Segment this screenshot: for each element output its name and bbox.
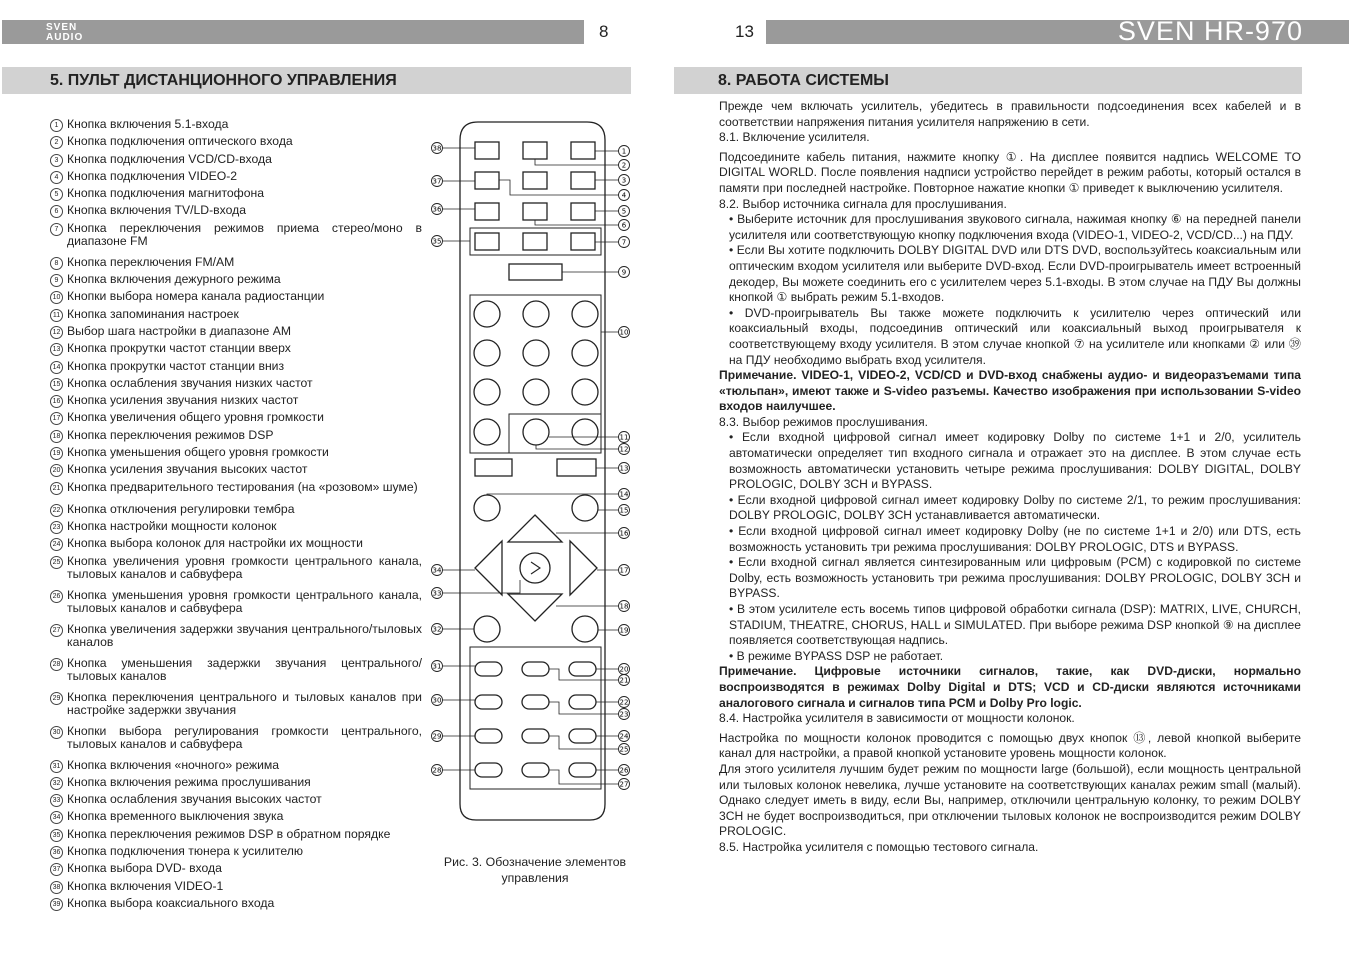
legend-item-text: Кнопка увеличения уровня громкости центрального канала, тыловых каналов и сабвуфера [67,553,422,581]
legend-item-text: Кнопка подключения магнитофона [67,186,264,201]
callout-number: 39 [50,897,67,911]
legend-item-text: Кнопка подключения VIDEO-2 [67,168,238,183]
figure-caption: Рис. 3. Обозначение элементов управления [443,855,627,885]
remote-control-diagram [425,118,640,828]
callout-label: 4 [621,191,627,200]
callout-number: 34 [50,810,67,824]
legend-item-text: Кнопка подключения оптического входа [67,134,293,149]
callout-number: 23 [50,520,67,534]
callout-marker [619,779,630,790]
callout-marker [619,765,630,776]
paragraph: 8.5. Настройка усилителя с помощью тестового сигнала. [719,839,1039,854]
callout-label: 9 [621,268,627,277]
legend-item-text: Кнопка уменьшения уровня громкости центрального канала, тыловых каналов и сабвуфера [67,587,422,615]
callout-marker [432,731,443,742]
paragraph: 8.4. Настройка усилителя в зависимости от мощности колонок. [719,711,1075,726]
callout-label: 37 [432,177,442,186]
callout-number: 10 [50,290,67,304]
legend-item-text: Кнопка включения дежурного режима [67,272,281,287]
callout-marker [619,206,630,217]
callout-number: 6 [50,204,67,218]
callout-marker [619,601,630,612]
legend-item [50,897,422,911]
legend-item-text: Кнопка выбора колонок для настройки их мощности [67,536,363,551]
callout-label: 20 [619,665,629,674]
callout-marker [619,709,630,720]
model-title: SVEN HR-970 [1117,16,1303,46]
note-paragraph: Примечание. VIDEO-1, VIDEO-2, VCD/CD и DVD-вход снабжены аудио- и видеоразъемами типа «тюльпан», имеют также и S-video разъемы. Качество изображения при использовании S-video входов наилучшее. [719,368,1301,414]
legend-item [50,325,422,339]
brand-logo: SVEN AUDIO [46,22,84,43]
callout-number: 9 [50,273,67,287]
callout-label: 24 [619,732,629,741]
callout-label: 21 [619,676,629,685]
operation-text [719,99,1301,856]
callout-number: 33 [50,793,67,807]
legend-item [50,118,422,132]
callout-number: 38 [50,880,67,894]
callout-marker [619,220,630,231]
legend-item-text: Кнопка переключения режимов DSP [67,427,274,442]
legend-item-text: Кнопка уменьшения задержки звучания центрального/тыловых каналов [67,655,422,683]
paragraph: Прежде чем включать усилитель, убедитесь в правильности подсоединения всех кабелей и в соответствии напряжения питания усилителя напряжению в сети. [719,99,1301,129]
remote-btn-standby [509,264,562,280]
legend-item [50,429,422,443]
callout-label: 34 [432,566,442,575]
legend-item-text: Кнопка ослабления звучания высоких частот [67,792,322,807]
remote-btn-row1 [475,142,499,159]
section-title-remote: 5. ПУЛЬТ ДИСТАНЦИОННОГО УПРАВЛЕНИЯ [2,67,631,94]
bullet-paragraph: • DVD-проигрыватель Вы также можете подключить к усилителю через оптический или коаксиальный входы, подсоединив оптический или коаксиальный выход проигрывателя к соответствующему входу усилителя. В этом случае кнопкой ⑦ на усилителе или кнопками ② или ㊴ на ПДУ необходимо выбрать вход усилителя. [729,305,1301,367]
legend-item [50,589,422,615]
legend-item-text: Кнопка подключения VCD/CD-входа [67,151,272,166]
callout-label: 22 [619,698,629,707]
legend-item-text: Кнопка включения TV/LD-входа [67,203,246,218]
legend-item-text: Кнопка выбора коаксиального входа [67,895,275,910]
legend-item [50,862,422,876]
callout-marker [619,146,630,157]
callout-label: 18 [619,602,629,611]
callout-label: 7 [621,238,627,247]
legend-item [50,135,422,149]
remote-body-outline [460,122,605,820]
legend-item [50,845,422,859]
callout-label: 12 [619,445,629,454]
callout-label: 13 [619,464,629,473]
legend-item-text: Кнопка прокрутки частот станции вверх [67,341,291,356]
callout-marker [432,661,443,672]
callout-number: 7 [50,222,67,248]
paragraph: Настройка по мощности колонок проводится с помощью двух кнопок ⑬, левой кнопкой выберите канал для настройки, а правой кнопкой установите уровень мощности колонок. [719,730,1301,761]
callout-label: 26 [619,766,629,775]
callout-label: 17 [619,566,629,575]
legend-item [50,481,422,495]
callout-number: 28 [50,657,67,683]
callout-marker [432,143,443,154]
callout-number: 22 [50,503,67,517]
legend-item [50,520,422,534]
legend-item [50,810,422,824]
legend-item-text: Кнопка подключения тюнера к усилителю [67,844,304,859]
callout-number: 29 [50,691,67,717]
page-number-left: 8 [599,22,609,41]
callout-marker [432,176,443,187]
page-number-right: 13 [735,22,754,41]
callout-number: 14 [50,360,67,374]
legend-item-text: Кнопка усиления звучания низких частот [67,393,299,408]
callout-label: 38 [432,144,442,153]
callout-label: 1 [621,147,627,156]
callout-marker [432,588,443,599]
callout-label: 29 [432,732,442,741]
callout-number: 5 [50,187,67,201]
legend-item [50,308,422,322]
callout-marker [432,565,443,576]
legend-item [50,503,422,517]
callout-marker [619,675,630,686]
bullet-paragraph: • Если входной цифровой сигнал имеет кодировку Dolby (не по системе 1+1 и 2/0) или DTS, есть возможность установить три режима прослушивания: DOLBY PROLOGIC, DTS и BYPASS. [729,524,1301,554]
callout-marker [619,444,630,455]
section-title-operation: 8. РАБОТА СИСТЕМЫ [674,67,1302,94]
legend-item [50,880,422,894]
callout-number: 32 [50,776,67,790]
legend-item-text: Кнопка переключения FM/AM [67,254,235,269]
callout-number: 31 [50,759,67,773]
callout-label: 32 [432,625,442,634]
callout-number: 25 [50,555,67,581]
legend-item [50,725,422,751]
paragraph: 8.1. Включение усилителя. [719,130,870,145]
legend-item-text: Кнопка включения VIDEO-1 [67,878,224,893]
callout-marker [619,731,630,742]
callout-label: 27 [619,780,629,789]
callout-label: 28 [432,766,442,775]
callout-number: 27 [50,623,67,649]
legend-item-text: Кнопка уменьшения общего уровня громкости [67,445,329,460]
callout-number: 13 [50,342,67,356]
callout-marker [619,697,630,708]
legend-item [50,377,422,391]
note-paragraph: Примечание. Цифровые источники сигналов, такие, как DVD-диски, нормально воспроизводятся в режимах Dolby Digital и DTS; VCD и CD-диски являются источниками аналогового сигнала и сигналов типа PCM и Dolby Pro logic. [719,664,1301,710]
legend-item [50,153,422,167]
paragraph: Для этого усилителя лучшим будет режим по мощности large (большой), если мощность центральной или тыловых колонок невелика, лучше установите на соответствующих каналах режим small (малый). Однако следует иметь в виду, если Вы, например, отключили центральную колонку, то режим DOLBY 3CH не будет воспроизводиться, при отключении тыловых колонок не воспроизводится режим DOLBY PROLOGIC. [719,761,1301,839]
legend-item [50,273,422,287]
legend-item [50,204,422,218]
legend-item-text: Кнопки выбора регулирования громкости центрального, тыловых каналов и сабвуфера [67,723,422,751]
legend-item-text: Кнопка включения «ночного» режима [67,757,280,772]
callout-marker [619,190,630,201]
callout-marker [619,565,630,576]
callout-label: 36 [432,205,442,214]
callout-marker [619,267,630,278]
callout-number: 36 [50,845,67,859]
legend-item [50,623,422,649]
callout-label: 3 [621,176,627,185]
bullet-paragraph: • Если входной сигнал является синтезированным или цифровым (PCM) с кодировкой по системе Dolby, есть возможность установить три режима прослушивания: DOLBY PROLOGIC, DOLBY 3CH и BYPASS. [729,555,1301,601]
callout-number: 11 [50,308,67,322]
legend-item-text: Кнопка переключения режимов приема стерео/моно в диапазоне FM [67,220,422,248]
legend-item [50,360,422,374]
legend-item [50,793,422,807]
callout-label: 14 [619,490,629,499]
callout-marker [619,505,630,516]
callout-number: 21 [50,481,67,495]
bullet-paragraph: • Если входной цифровой сигнал имеет кодировку Dolby по системе 2/1, то режим прослушивания: DOLBY PROLOGIC, DOLBY 3CH устанавливается автоматически. [729,492,1301,523]
callout-marker [619,175,630,186]
callout-marker [432,236,443,247]
callout-label: 10 [619,328,629,337]
legend-item-text: Кнопка запоминания настроек [67,306,239,321]
callout-number: 1 [50,118,67,132]
callout-label: 15 [619,506,629,515]
legend-item [50,446,422,460]
callout-label: 19 [619,626,629,635]
callout-number: 24 [50,537,67,551]
header-bar-left [2,20,584,44]
legend-item-text: Выбор шага настройки в диапазоне AM [67,323,291,338]
legend-item-text: Кнопка усиления звучания высоких частот [67,462,308,477]
legend-item-text: Кнопка переключения центрального и тыловых каналов при настройке задержки звучания [67,689,422,717]
legend-item-text: Кнопка временного выключения звука [67,809,284,824]
callout-marker [619,327,630,338]
callout-marker [619,160,630,171]
callout-number: 4 [50,170,67,184]
bullet-paragraph: • Если Вы хотите подключить DOLBY DIGITAL DVD или DTS DVD, воспользуйтесь коаксиальным или оптическим входом усилителя или выберите DVD-вход. Если DVD-проигрыватель имеет встроенный декодер, Вы можете соединить его с усилителем через 5.1-входы. В этом случае на ПДУ Вы должны кнопкой ① выбрать режим 5.1-входов. [729,243,1301,305]
legend-item [50,222,422,248]
callout-label: 35 [432,237,442,246]
callout-number: 20 [50,463,67,477]
callout-marker [619,463,630,474]
callout-number: 30 [50,725,67,751]
callout-number: 12 [50,325,67,339]
legend-item-text: Кнопка увеличения общего уровня громкости [67,410,324,425]
bullet-paragraph: • В режиме BYPASS DSP не работает. [729,648,944,663]
paragraph: 8.2. Выбор источника сигнала для прослушивания. [719,196,1007,211]
bullet-paragraph: • Если входной цифровой сигнал имеет кодировку Dolby по системе 1+1 и 2/0, усилитель автоматически определяет тип входного сигнала и отражает это на дисплее. В этом случае есть возможность автоматически установить четыре режима прослушивания: DOLBY DIGITAL, DOLBY PROLOGIC, DOLBY 3CH и BYPASS. [729,430,1301,492]
legend-item [50,657,422,683]
callout-label: 30 [432,696,442,705]
callout-number: 8 [50,256,67,270]
paragraph: 8.3. Выбор режимов прослушивания. [719,414,928,429]
callout-number: 16 [50,394,67,408]
legend-item [50,537,422,551]
callout-number: 26 [50,589,67,615]
callout-label: 23 [619,710,629,719]
callout-label: 16 [619,529,629,538]
legend-item-text: Кнопка ослабления звучания низких частот [67,375,313,390]
legend-item-text: Кнопка переключения режимов DSP в обратном порядке [67,826,391,841]
legend-item [50,256,422,270]
legend-item-text: Кнопки выбора номера канала радиостанции [67,289,325,304]
legend-item [50,342,422,356]
legend-item-text: Кнопка включения 5.1-входа [67,117,229,131]
callout-number: 15 [50,377,67,391]
paragraph: Подсоедините кабель питания, нажмите кнопку ①. На дисплее появится надпись WELCOME TO DIGITAL WORLD. После появления надписи устройство перейдет в режим работы, который остался в памяти при последней настройке. Повторное нажатие кнопки ① приведет к выключению усилителя. [719,149,1301,195]
callout-marker [432,695,443,706]
legend-item [50,170,422,184]
callout-marker [619,237,630,248]
callout-marker [432,204,443,215]
bullet-paragraph: • Выберите источник для прослушивания звукового сигнала, нажимая кнопку ⑥ на передней панели усилителя или соответствующую кнопку подключения входа (VIDEO-1, VIDEO-2, VCD/CD...) на ПДУ. [729,212,1301,242]
legend-item-text: Кнопка включения режима прослушивания [67,774,311,789]
legend-item-text: Кнопка отключения регулировки тембра [67,501,295,516]
legend-item [50,394,422,408]
callout-marker [619,744,630,755]
callout-label: 5 [621,207,627,216]
callout-number: 18 [50,429,67,443]
legend-item-text: Кнопка выбора DVD- входа [67,861,222,876]
callout-label: 2 [621,161,627,170]
callout-number: 37 [50,862,67,876]
legend-item [50,759,422,773]
button-legend-list [50,118,422,914]
callout-number: 19 [50,446,67,460]
legend-item-text: Кнопка предварительного тестирования (на «розовом» шуме) [67,479,418,494]
callout-marker [619,625,630,636]
callout-number: 2 [50,135,67,149]
legend-item [50,828,422,842]
callout-label: 33 [432,589,442,598]
callout-label: 11 [619,433,629,442]
callout-marker [619,489,630,500]
callout-marker [619,432,630,443]
callout-number: 35 [50,828,67,842]
callout-label: 6 [621,221,627,230]
legend-item [50,463,422,477]
callout-marker [432,765,443,776]
legend-item-text: Кнопка прокрутки частот станции вниз [67,358,285,373]
callout-marker [432,624,443,635]
bullet-paragraph: • В этом усилителе есть восемь типов цифровой обработки сигнала (DSP): MATRIX, LIVE, CHURCH, STADIUM, THEATRE, CHORUS, HALL и SIMULATED. При выборе режима DSP кнопкой ⑨ на дисплее появляется соответствующая надпись. [729,602,1301,648]
legend-item [50,555,422,581]
legend-item [50,691,422,717]
legend-item [50,187,422,201]
legend-item-text: Кнопка увеличения задержки звучания центрального/тыловых каналов [67,621,422,649]
legend-item-text: Кнопка настройки мощности колонок [67,518,277,533]
callout-marker [619,528,630,539]
callout-label: 31 [432,662,442,671]
legend-item [50,290,422,304]
legend-item [50,776,422,790]
callout-number: 17 [50,411,67,425]
callout-number: 3 [50,153,67,167]
callout-label: 25 [619,745,629,754]
callout-marker [619,664,630,675]
legend-item [50,411,422,425]
